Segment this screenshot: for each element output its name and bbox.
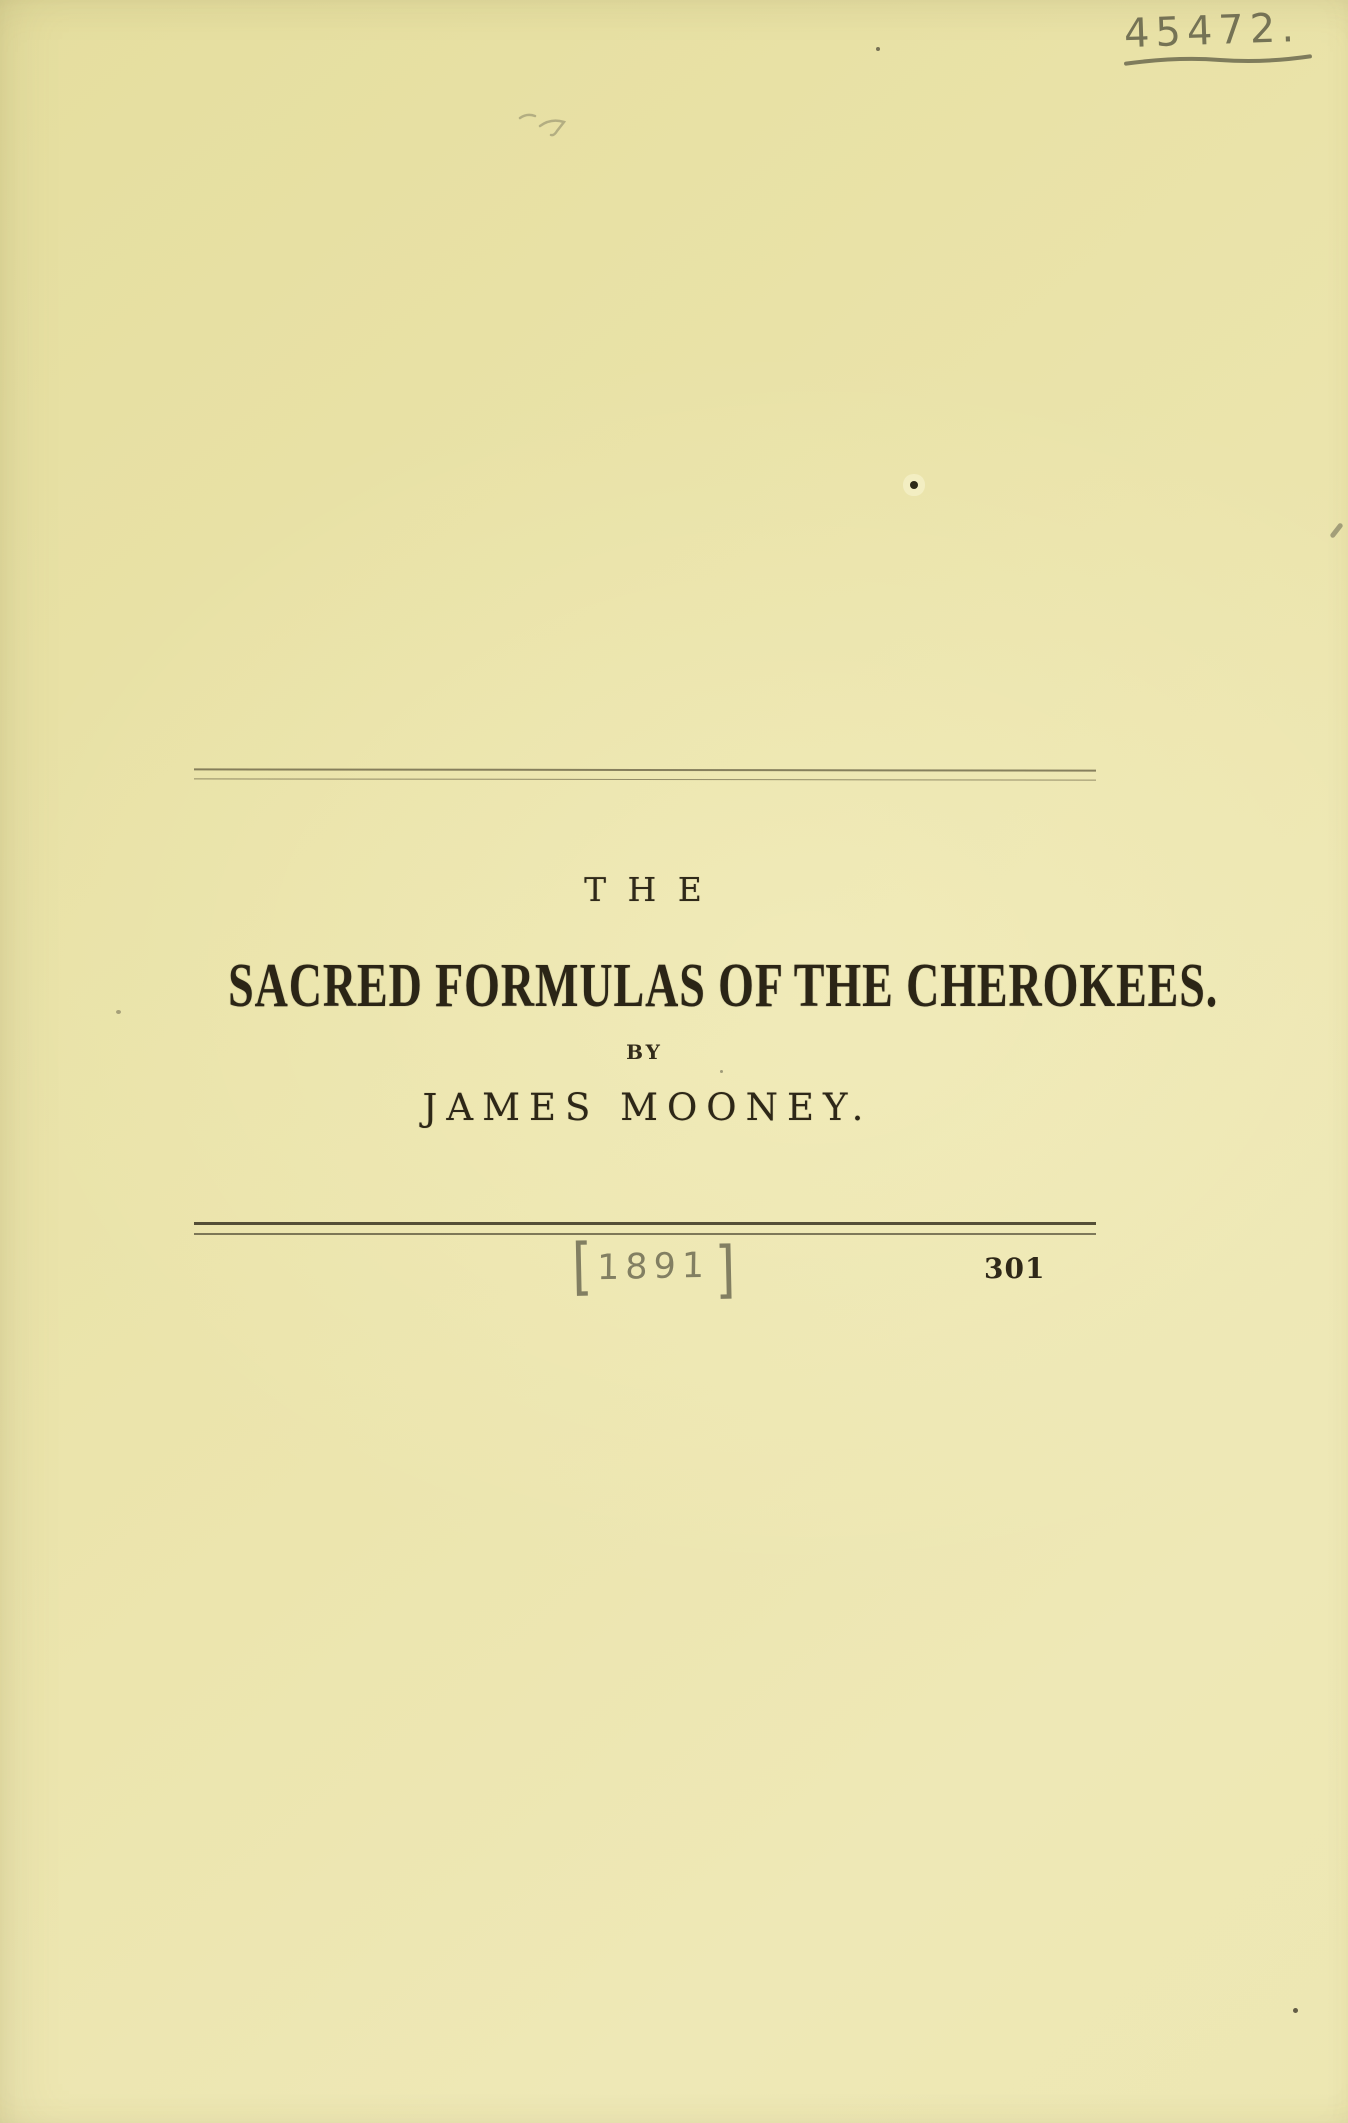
ink-speck <box>720 1070 723 1073</box>
author-name: JAMES MOONEY. <box>422 1086 873 1129</box>
underline-curve <box>1122 51 1314 68</box>
pretitle-the: THE <box>584 870 724 909</box>
ink-speck <box>1293 2008 1298 2013</box>
horizontal-rule-top <box>194 768 1096 780</box>
pencil-smudge <box>1329 522 1343 538</box>
year-digits: 1891 <box>596 1245 711 1289</box>
year-bracket-open: [ <box>571 1229 594 1303</box>
handwritten-year-annotation <box>569 1229 738 1306</box>
ink-speck <box>910 481 918 489</box>
page-number: 301 <box>984 1252 1046 1285</box>
ink-speck <box>116 1010 121 1014</box>
year-bracket-close: ] <box>714 1232 737 1306</box>
byline-by: BY <box>626 1040 663 1064</box>
catalog-underline-stroke <box>1122 50 1314 72</box>
main-title: SACRED FORMULAS OF THE CHEROKEES. <box>228 949 1219 1020</box>
ink-speck <box>876 47 880 51</box>
scribble-strokes <box>516 108 582 142</box>
horizontal-rule-bottom <box>194 1222 1096 1235</box>
pencil-scribble-mark <box>516 108 582 146</box>
handwritten-catalog-number: 45472. <box>1123 4 1301 58</box>
